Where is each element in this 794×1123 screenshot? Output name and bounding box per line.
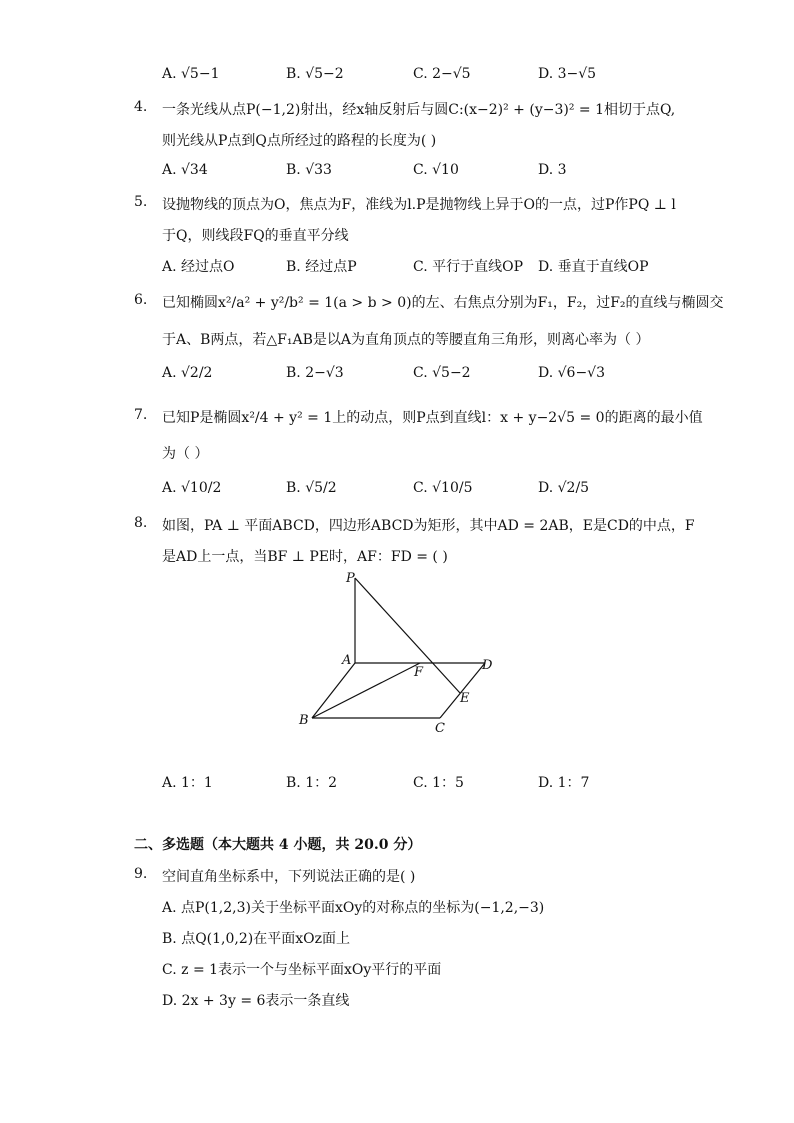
q9-option-d: D. 2x + 3y = 6表示一条直线 <box>162 993 350 1009</box>
q6-text-line2: 于A、B两点，若△F₁AB是以A为直角顶点的等腰直角三角形，则离心率为（ ） <box>162 332 650 348</box>
edge-AB <box>312 663 355 718</box>
q8-option-b: B. 1：2 <box>286 775 338 791</box>
q3-option-a: A. √5−1 <box>162 66 220 82</box>
q9-option-b: B. 点Q(1,0,2)在平面xOz面上 <box>162 931 350 947</box>
q4-option-a: A. √34 <box>162 162 208 178</box>
q5-option-d: D. 垂直于直线OP <box>538 259 649 275</box>
edge-PE <box>355 578 460 693</box>
q7-option-d: D. √2/5 <box>538 480 590 496</box>
q6-option-c: C. √5−2 <box>413 365 471 381</box>
q5-option-b: B. 经过点P <box>286 259 357 275</box>
q9-option-a: A. 点P(1,2,3)关于坐标平面xOy的对称点的坐标为(−1,2,−3) <box>162 900 545 916</box>
label-B: B <box>299 713 309 728</box>
q3-option-c: C. 2−√5 <box>413 66 471 82</box>
q8-option-a: A. 1：1 <box>162 775 213 791</box>
q8-number: 8. <box>134 515 148 531</box>
q6-option-d: D. √6−√3 <box>538 365 606 381</box>
q4-text-line1: 一条光线从点P(−1,2)射出，经x轴反射后与圆C:(x−2)² + (y−3)² = 1相切于点Q, <box>162 102 676 118</box>
section-heading-multiple-choice: 二、多选题（本大题共 4 小题，共 20.0 分） <box>134 837 422 853</box>
q3-option-b: B. √5−2 <box>286 66 344 82</box>
q5-text-line2: 于Q，则线段FQ的垂直平分线 <box>162 228 349 244</box>
q5-option-a: A. 经过点O <box>162 259 235 275</box>
q8-option-d: D. 1：7 <box>538 775 590 791</box>
q7-number: 7. <box>134 407 148 423</box>
q4-number: 4. <box>134 99 148 115</box>
q6-option-a: A. √2/2 <box>162 365 213 381</box>
q8-geometry-figure <box>290 565 510 745</box>
q4-option-c: C. √10 <box>413 162 459 178</box>
label-C: C <box>435 721 445 736</box>
q9-text-line1: 空间直角坐标系中，下列说法正确的是( ) <box>162 869 416 885</box>
q4-text-line2: 则光线从P点到Q点所经过的路程的长度为( ) <box>162 133 437 149</box>
q7-option-b: B. √5/2 <box>286 480 337 496</box>
label-D: D <box>482 658 493 673</box>
q5-number: 5. <box>134 194 148 210</box>
q7-option-c: C. √10/5 <box>413 480 473 496</box>
q8-text-line2: 是AD上一点，当BF ⊥ PE时，AF：FD = ( ) <box>162 549 448 565</box>
q7-text-line2: 为（ ） <box>162 446 209 462</box>
q9-number: 9. <box>134 866 148 882</box>
q4-option-b: B. √33 <box>286 162 332 178</box>
q6-option-b: B. 2−√3 <box>286 365 344 381</box>
q9-option-c: C. z = 1表示一个与坐标平面xOy平行的平面 <box>162 962 442 978</box>
q5-option-c: C. 平行于直线OP <box>413 259 524 275</box>
label-P: P <box>346 571 355 586</box>
label-E: E <box>460 691 470 706</box>
edge-BF <box>312 663 420 718</box>
q7-text-line1: 已知P是椭圆x²/4 + y² = 1上的动点，则P点到直线l：x + y−2√5 = 0的距离的最小值 <box>162 410 703 426</box>
label-F: F <box>414 665 424 680</box>
q3-option-d: D. 3−√5 <box>538 66 597 82</box>
q5-text-line1: 设抛物线的顶点为O，焦点为F，准线为l.P是抛物线上异于O的一点，过P作PQ ⊥ l <box>162 197 676 213</box>
q8-option-c: C. 1：5 <box>413 775 464 791</box>
q6-number: 6. <box>134 292 148 308</box>
q7-option-a: A. √10/2 <box>162 480 222 496</box>
q6-text-line1: 已知椭圆x²/a² + y²/b² = 1(a > b > 0)的左、右焦点分别为F₁，F₂，过F₂的直线与椭圆交 <box>162 295 724 311</box>
q8-text-line1: 如图，PA ⊥ 平面ABCD，四边形ABCD为矩形，其中AD = 2AB，E是CD的中点，F <box>162 518 695 534</box>
q4-option-d: D. 3 <box>538 162 567 178</box>
label-A: A <box>342 653 352 668</box>
